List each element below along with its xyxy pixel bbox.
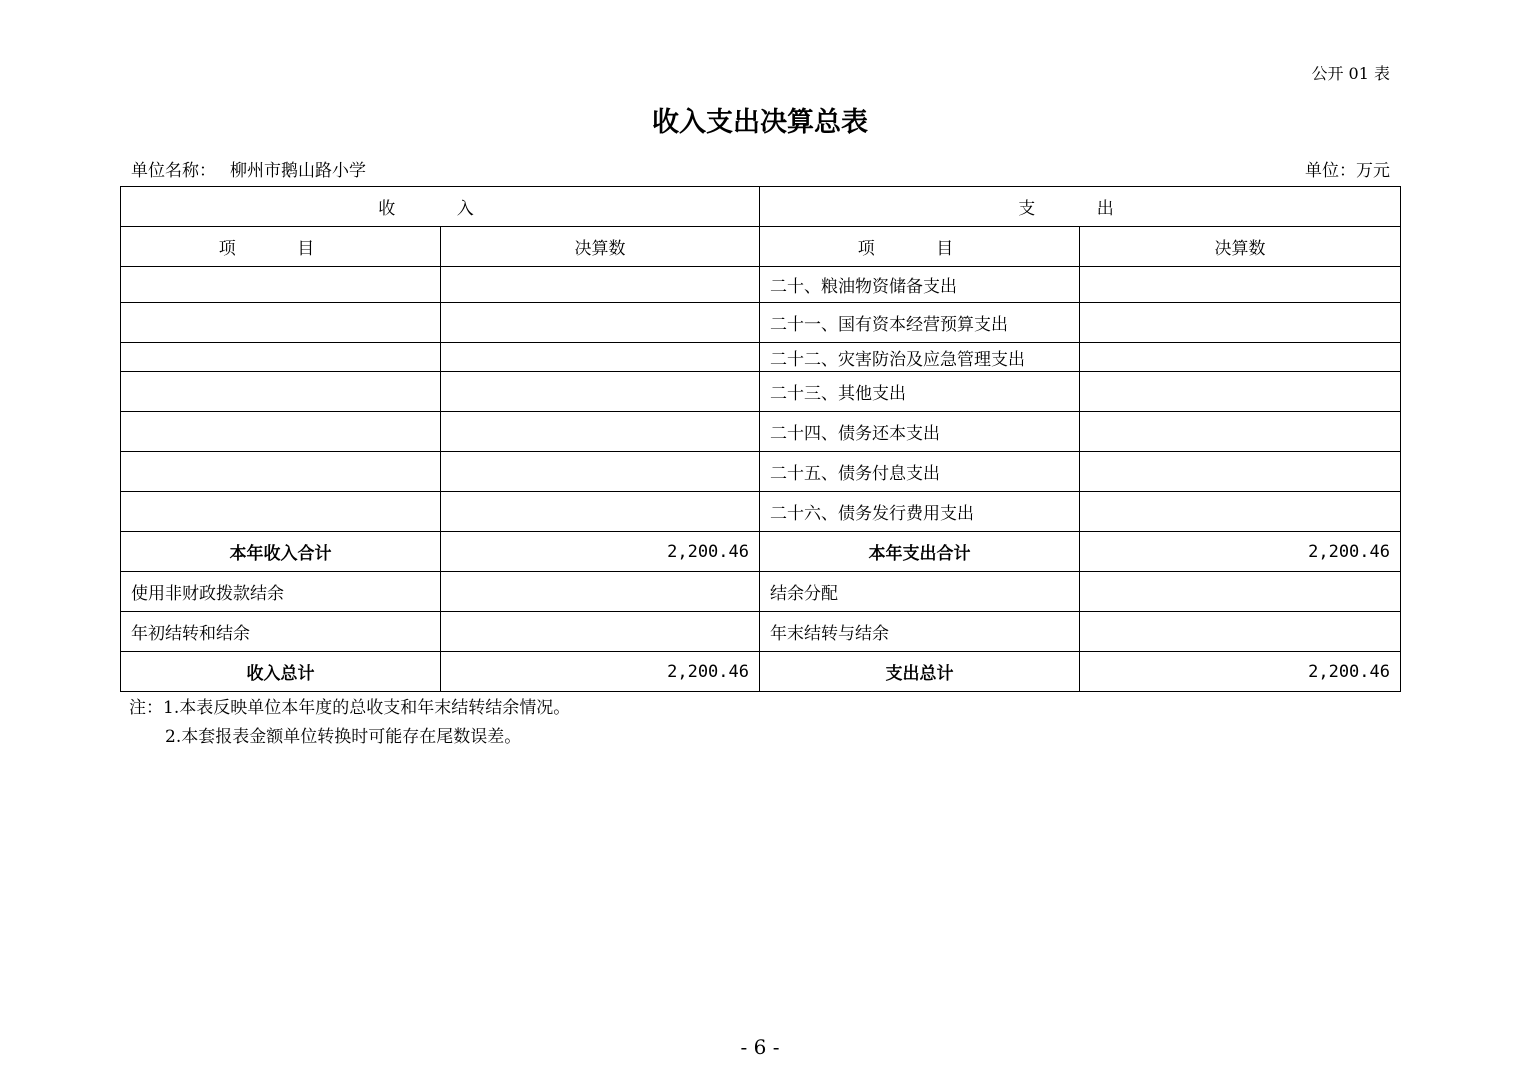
expense-amount-header: 决算数 [1080,227,1401,267]
year-expense-total-label: 本年支出合计 [760,532,1080,572]
income-amount-cell [441,343,760,372]
expense-amount-cell [1080,372,1401,412]
page-title: 收入支出决算总表 [652,107,868,138]
expense-item-cell: 二十、粮油物资储备支出 [760,267,1080,303]
income-item-cell [121,343,441,372]
expense-item-cell: 年末结转与结余 [760,612,1080,652]
income-grand-total-amount: 2,200.46 [441,652,760,692]
unit-of-measure: 单位：万元 [1305,161,1390,181]
income-item-cell: 年初结转和结余 [121,612,441,652]
income-amount-cell [441,612,760,652]
income-section-header: 收 入 [121,187,760,227]
income-amount-cell [441,572,760,612]
table-row [121,303,1401,343]
table-row [121,452,1401,492]
year-total-row [121,532,1401,572]
unit-name: 柳州市鹅山路小学 [230,161,366,181]
page-number: - 6 - [740,1035,780,1059]
table-row [121,412,1401,452]
expense-amount-cell [1080,343,1401,372]
income-item-cell [121,412,441,452]
notes [129,694,570,752]
table-row [121,572,1401,612]
expense-grand-total-amount: 2,200.46 [1080,652,1401,692]
income-item-cell [121,372,441,412]
expense-item-cell: 二十一、国有资本经营预算支出 [760,303,1080,343]
expense-item-cell: 二十三、其他支出 [760,372,1080,412]
income-amount-cell [441,267,760,303]
report-table [120,186,1401,692]
section-header-row [121,187,1401,227]
income-amount-cell [441,412,760,452]
column-header-row [121,227,1401,267]
expense-item-cell: 结余分配 [760,572,1080,612]
unit-name-line [131,156,366,181]
income-item-header: 项 目 [121,227,441,267]
table-row [121,343,1401,372]
table-row [121,612,1401,652]
expense-item-header: 项 目 [760,227,1080,267]
year-income-total-label: 本年收入合计 [121,532,441,572]
expense-amount-cell [1080,452,1401,492]
table-row [121,492,1401,532]
table-row [121,267,1401,303]
expense-item-cell: 二十二、灾害防治及应急管理支出 [760,343,1080,372]
expense-amount-cell [1080,412,1401,452]
income-item-cell: 使用非财政拨款结余 [121,572,441,612]
table-row [121,372,1401,412]
expense-amount-cell [1080,267,1401,303]
income-item-cell [121,492,441,532]
expense-grand-total-label: 支出总计 [760,652,1080,692]
expense-amount-cell [1080,492,1401,532]
income-amount-cell [441,492,760,532]
form-code: 公开 01 表 [1311,64,1390,83]
income-amount-header: 决算数 [441,227,760,267]
income-item-cell [121,267,441,303]
income-grand-total-label: 收入总计 [121,652,441,692]
expense-item-cell: 二十四、债务还本支出 [760,412,1080,452]
expense-amount-cell [1080,572,1401,612]
income-amount-cell [441,452,760,492]
year-expense-total-amount: 2,200.46 [1080,532,1401,572]
income-item-cell [121,452,441,492]
expense-amount-cell [1080,612,1401,652]
income-item-cell [121,303,441,343]
expense-section-header: 支 出 [760,187,1401,227]
year-income-total-amount: 2,200.46 [441,532,760,572]
expense-item-cell: 二十六、债务发行费用支出 [760,492,1080,532]
expense-amount-cell [1080,303,1401,343]
grand-total-row [121,652,1401,692]
unit-name-label: 单位名称： [131,161,216,181]
income-amount-cell [441,372,760,412]
note-2: 2.本套报表金额单位转换时可能存在尾数误差。 [165,727,522,747]
expense-item-cell: 二十五、债务付息支出 [760,452,1080,492]
income-amount-cell [441,303,760,343]
note-1: 注：1.本表反映单位本年度的总收支和年末结转结余情况。 [129,698,571,718]
